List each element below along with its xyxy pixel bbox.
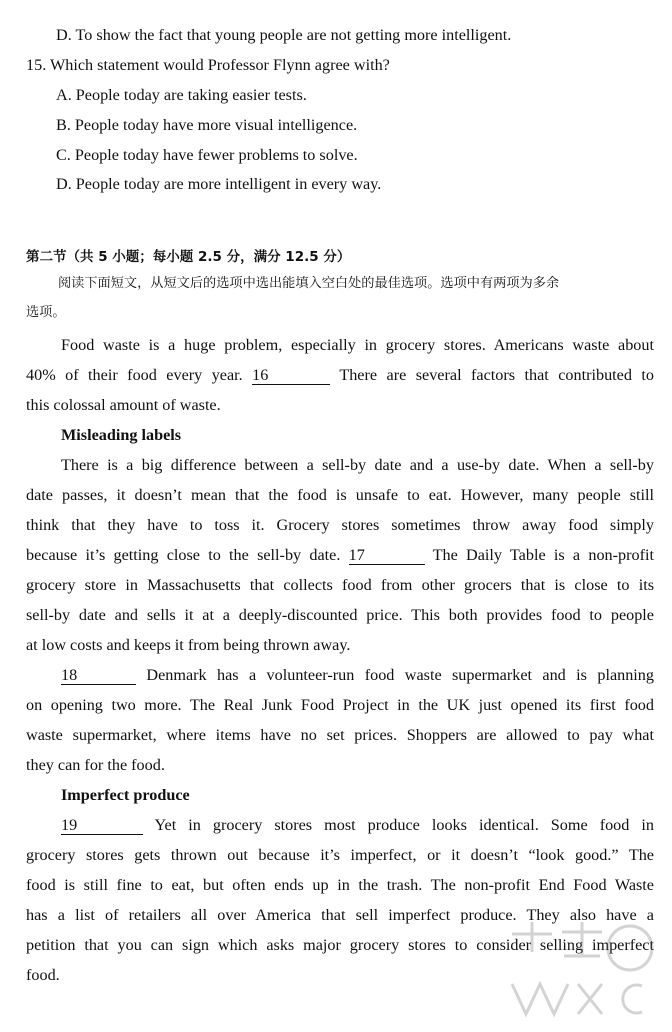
p2-line-6: sell-by date and sells it at a deeply-discounted price. This both provides food to people	[26, 606, 654, 624]
q15-option-b: B. People today have more visual intelligence.	[56, 116, 358, 134]
subheading-misleading-labels: Misleading labels	[61, 426, 182, 444]
q14-option-d: D. To show the fact that young people are not getting more intelligent.	[56, 26, 512, 44]
p4-line-3: food is still fine to eat, but often ends up in the trash. The non-profit End Food Waste	[26, 876, 654, 894]
p2-line-7: at low costs and keeps it from being thrown away.	[26, 636, 351, 654]
p3-line-3: waste supermarket, where items have no set prices. Shoppers are allowed to pay what	[26, 726, 654, 744]
instruction-line-1: 阅读下面短文，从短文后的选项中选出能填入空白处的最佳选项。选项中有两项为多余	[58, 276, 560, 291]
section-heading: 第二节（共 5 小题；每小题 2.5 分，满分 12.5 分）	[26, 249, 351, 265]
p1-line-1: Food waste is a huge problem, especially in grocery stores. Americans waste about	[61, 336, 654, 354]
p2-line-4a: because it’s getting close to the sell-by date.	[26, 546, 341, 564]
p3-line-1b: Denmark has a volunteer-run food waste supermarket and is planning	[146, 666, 654, 684]
p2-line-4b: The Daily Table is a non-profit	[432, 546, 654, 564]
blank-19: 19	[61, 816, 143, 835]
p4-line-1b: Yet in grocery stores most produce looks identical. Some food in	[154, 816, 654, 834]
p1-line-2b: There are several factors that contributed to	[339, 366, 654, 384]
watermark-logo	[502, 914, 662, 1024]
p3-line-2: on opening two more. The Real Junk Food Project in the UK just opened its first food	[26, 696, 654, 714]
instruction-line-2: 选项。	[26, 305, 66, 320]
blank-17: 17	[349, 546, 425, 565]
q15-option-a: A. People today are taking easier tests.	[56, 86, 307, 104]
p1-line-2a: 40% of their food every year.	[26, 366, 243, 384]
p4-line-5: petition that you can sign which asks major grocery stores to consider selling imperfect	[26, 936, 654, 954]
p3-line-4: they can for the food.	[26, 756, 165, 774]
p2-line-4	[26, 544, 654, 566]
p4-line-2: grocery stores gets thrown out because it’s imperfect, or it doesn’t “look good.” The	[26, 846, 654, 864]
q15-option-d: D. People today are more intelligent in every way.	[56, 175, 382, 193]
blank-16: 16	[252, 366, 330, 385]
p2-line-1: There is a big difference between a sell-by date and a use-by date. When a sell-by	[61, 456, 654, 474]
p4-line-6: food.	[26, 966, 60, 984]
p4-line-4: has a list of retailers all over America that sell imperfect produce. They also have a	[26, 906, 654, 924]
q15-option-c: C. People today have fewer problems to solve.	[56, 146, 358, 164]
p3-line-1	[61, 664, 654, 686]
subheading-imperfect-produce: Imperfect produce	[61, 786, 190, 804]
p2-line-2: date passes, it doesn’t mean that the food is unsafe to eat. However, many people still	[26, 486, 654, 504]
p2-line-3: think that they have to toss it. Grocery stores sometimes throw away food simply	[26, 516, 654, 534]
blank-18: 18	[61, 666, 136, 685]
p4-line-1	[61, 814, 654, 836]
p1-line-3: this colossal amount of waste.	[26, 396, 221, 414]
p1-line-2	[26, 364, 654, 386]
q15-stem: 15. Which statement would Professor Flynn agree with?	[26, 56, 390, 74]
p2-line-5: grocery store in Massachusetts that collects food from other grocers that is close to its	[26, 576, 654, 594]
